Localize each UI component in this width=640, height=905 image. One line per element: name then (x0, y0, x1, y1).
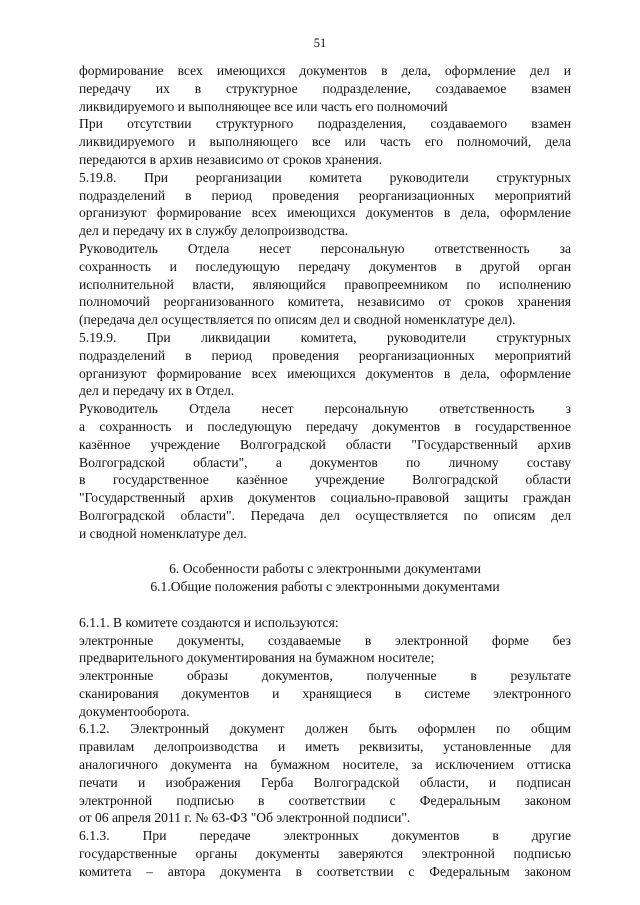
blank-line (79, 596, 571, 614)
text-line: подразделений в период проведения реорганизационных мероприятий (79, 187, 571, 203)
section-heading: 6. Особенности работы с электронными документами (169, 561, 481, 577)
text-line: Волгоградской области". Передача дел осуществляется по описям дел (79, 507, 571, 523)
text-line: электронной подписью в соответствии с Федеральным законом (79, 792, 571, 808)
text-line: организуют формирование всех имеющихся документов в дела, оформление (79, 205, 571, 221)
text-line: (передача дел осуществляется по описям дел и сводной номенклатуре дел). (79, 312, 516, 328)
text-line: и сводной номенклатуре дел. (79, 525, 247, 541)
text-line: от 06 апреля 2011 г. № 63-ФЗ "Об электронной подписи". (79, 810, 411, 826)
page-number: 51 (313, 36, 327, 50)
text-line: 5.19.8. При реорганизации комитета руководители структурных (79, 169, 571, 185)
text-line: комитета – автора документа в соответствии с Федеральным законом (79, 863, 571, 879)
text-line: 6.1.2. Электронный документ должен быть оформлен по общим (79, 721, 571, 737)
text-line: полномочий реорганизованного комитета, независимо от сроков хранения (79, 294, 571, 310)
text-line: в государственное казённое учреждение Волгоградской области (79, 472, 571, 488)
section-heading: 6.1.Общие положения работы с электронными документами (150, 579, 500, 595)
text-line: формирование всех имеющихся документов в дела, оформление дел и (79, 63, 571, 78)
text-line: сканирования документов и хранящиеся в системе электронного (79, 685, 571, 701)
text-line: казённое учреждение Волгоградской области "Государственный архив (79, 436, 571, 452)
text-line: электронные образы документов, полученные в результате (79, 668, 571, 684)
text-line: передаются в архив независимо от сроков хранения. (79, 151, 383, 167)
text-line: дел и передачу их в службу делопроизводства. (79, 223, 349, 239)
text-line: Руководитель Отдела несет персональную ответственность за (79, 240, 571, 256)
text-line: передачу их в структурное подразделение, создаваемое взамен (79, 80, 571, 96)
blank-line (79, 543, 571, 561)
text-line: организуют формирование всех имеющихся документов в дела, оформление (79, 365, 571, 381)
text-line: При отсутствии структурного подразделения, создаваемого взамен (79, 116, 571, 132)
text-line: 5.19.9. При ликвидации комитета, руководители структурных (79, 329, 571, 345)
text-line: правилам делопроизводства и иметь реквизиты, установленные для (79, 739, 571, 755)
text-line: электронные документы, создаваемые в электронной форме без (79, 632, 571, 648)
text-line: 6.1.1. В комитете создаются и используются: (79, 614, 339, 630)
text-line: дел и передачу их в Отдел. (79, 383, 235, 399)
text-line: сохранность и последующую передачу документов в другой орган (79, 258, 571, 274)
text-line: исполнительной власти, являющийся правопреемником по исполнению (79, 276, 571, 292)
document-body (79, 62, 571, 881)
text-line: "Государственный архив документов социально-правовой защиты граждан (79, 490, 571, 506)
text-line: подразделений в период проведения реорганизационных мероприятий (79, 347, 571, 363)
text-line: 6.1.3. При передаче электронных документов в другие (79, 828, 571, 844)
text-line: ликвидируемого и выполняющее все или часть его полномочий (79, 98, 448, 114)
text-line: Руководитель Отдела несет персональную ответственность з (79, 401, 571, 417)
text-line: Волгоградской области", а документов по личному составу (79, 454, 571, 470)
text-line: предварительного документирования на бумажном носителе; (79, 650, 435, 666)
text-line: а сохранность и последующую передачу документов в государственное (79, 418, 571, 434)
text-line: государственные органы документы заверяются электронной подписью (79, 846, 571, 862)
text-line: аналогичного документа на бумажном носителе, за исключением оттиска (79, 757, 571, 773)
text-line: документооборота. (79, 703, 190, 719)
text-line: ликвидируемого и выполняющего все или часть его полномочий, дела (79, 134, 571, 150)
text-line: печати и изображения Герба Волгоградской области, и подписан (79, 774, 571, 790)
